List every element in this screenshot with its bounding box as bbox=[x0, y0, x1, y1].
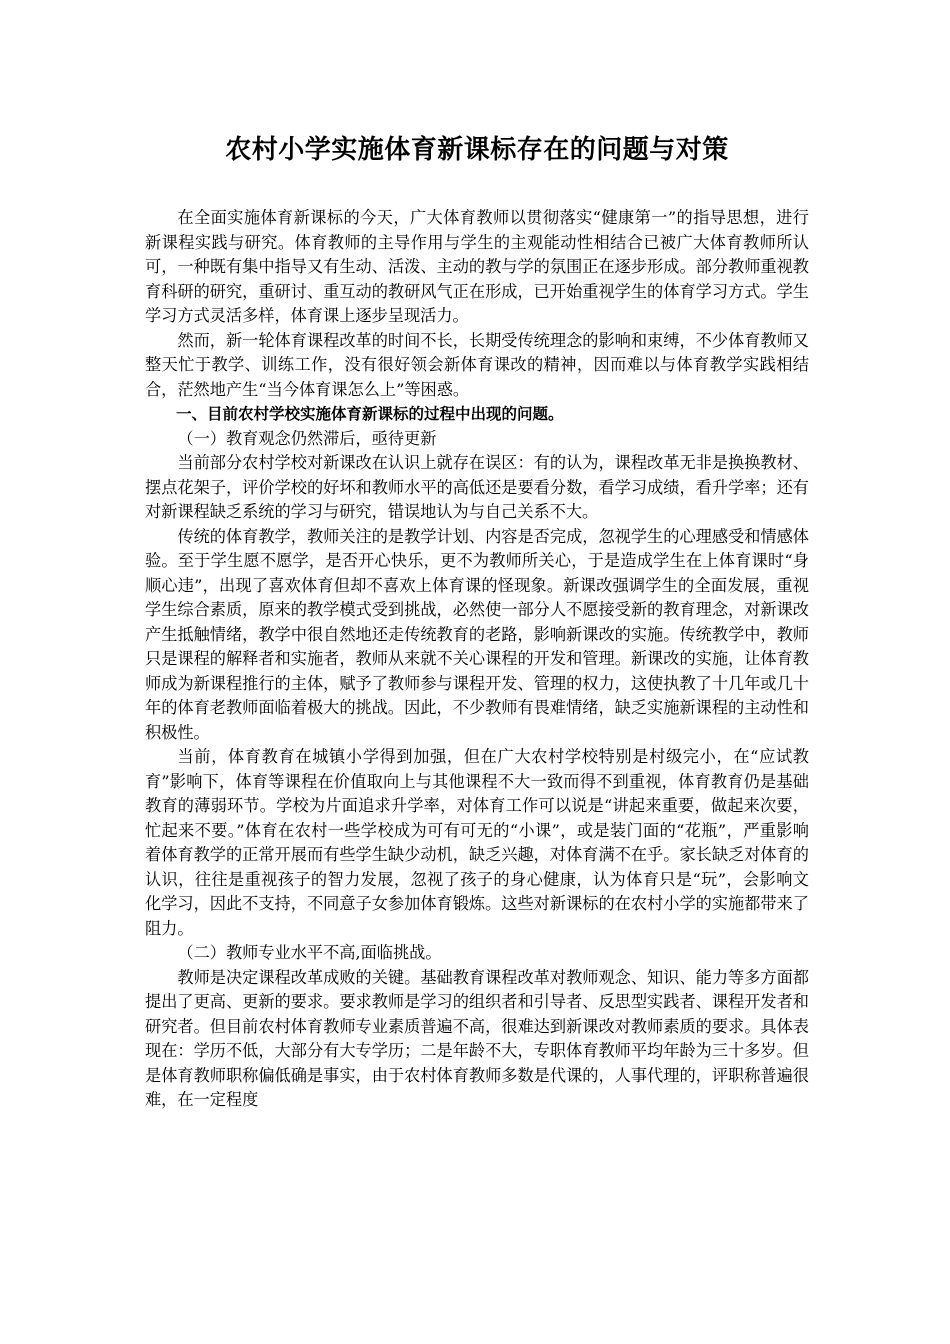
body-paragraph: 教师是决定课程改革成败的关键。基础教育课程改革对教师观念、知识、能力等多方面都提出了更高、更新的要求。要求教师是学习的组织者和引导者、反思型实践者、课程开发者和研究者。但目前农村体育教师专业素质普遍不高，很难达到新课改对教师素质的要求。具体表现在：学历不低，大部分有大专学历；二是年龄不大，专职体育教师平均年龄为三十多岁。但是体育教师职称偏低确是事实，由于农村体育教师多数是代课的，人事代理的，评职称普遍很难，在一定程度 bbox=[145, 967, 809, 1109]
transition-paragraph: 然而，新一轮体育课程改革的时间不长，长期受传统理念的影响和束缚，不少体育教师又整天忙于教学、训练工作，没有很好领会新体育课改的精神，因而难以与体育教学实践相结合，茫然地产生“当今体育课怎么上”等困惑。 bbox=[145, 330, 809, 399]
body-paragraph: 当前部分农村学校对新课改在认识上就存在误区：有的认为，课程改革无非是换换教材、摆点花架子，评价学校的好坏和教师水平的高低还是要看分数，看学习成绩，看升学率；还有对新课程缺乏系统的学习与研究，错误地认为与自己关系不大。 bbox=[145, 453, 809, 521]
subsection-heading-1: （一）教育观念仍然滞后，亟待更新 bbox=[177, 428, 437, 448]
intro-paragraph: 在全面实施体育新课标的今天，广大体育教师以贯彻落实“健康第一”的指导思想，进行新课程实践与研究。体育教师的主导作用与学生的主观能动性相结合已被广大体育教师所认可，一种既有集中指导又有生动、活泼、主动的教与学的氛围正在逐步形成。部分教师重视教育科研的研究，重研讨、重互动的教研风气正在形成，已开始重视学生的体育学习方式。学生学习方式灵活多样，体育课上逐步呈现活力。 bbox=[145, 208, 809, 325]
document-title: 农村小学实施体育新课标存在的问题与对策 bbox=[225, 135, 729, 165]
subsection-heading-2: （二）教师专业水平不高,面临挑战。 bbox=[177, 943, 442, 962]
section-heading-problems: 一、目前农村学校实施体育新课标的过程中出现的问题。 bbox=[176, 405, 564, 423]
body-paragraph: 当前，体育教育在城镇小学得到加强，但在广大农村学校特别是村级完小，在“应试教育”影响下，体育等课程在价值取向上与其他课程不大一致而得不到重视，体育教育仍是基础教育的薄弱环节。学校为片面追求升学率，对体育工作可以说是“讲起来重要，做起来次要，忙起来不要。”体育在农村一些学校成为可有可无的“小课”，或是装门面的“花瓶”，严重影响着体育教学的正常开展而有些学生缺少动机，缺乏兴趣，对体育满不在乎。家长缺乏对体育的认识，往往是重视孩子的智力发展，忽视了孩子的身心健康，认为体育只是“玩”，会影响文化学习，因此不支持，不同意子女参加体育锻炼。这些对新课标的在农村小学的实施都带来了阻力。 bbox=[145, 747, 809, 938]
body-paragraph: 传统的体育教学，教师关注的是教学计划、内容是否完成，忽视学生的心理感受和情感体验。至于学生愿不愿学，是否开心快乐，更不为教师所关心，于是造成学生在上体育课时“身顺心违”，出现了喜欢体育但却不喜欢上体育课的怪现象。新课改强调学生的全面发展，重视学生综合素质，原来的教学模式受到挑战，必然使一部分人不愿接受新的教育理念，对新课改产生抵触情绪，教学中很自然地还走传统教育的老路，影响新课改的实施。传统教学中，教师只是课程的解释者和实施者，教师从来就不关心课程的开发和管理。新课改的实施，让体育教师成为新课程推行的主体，赋予了教师参与课程开发、管理的权力，这使执教了十几年或几十年的体育老教师面临着极大的挑战。因此，不少教师有畏难情绪，缺乏实施新课程的主动性和积极性。 bbox=[145, 526, 809, 742]
document-page bbox=[145, 128, 809, 1113]
